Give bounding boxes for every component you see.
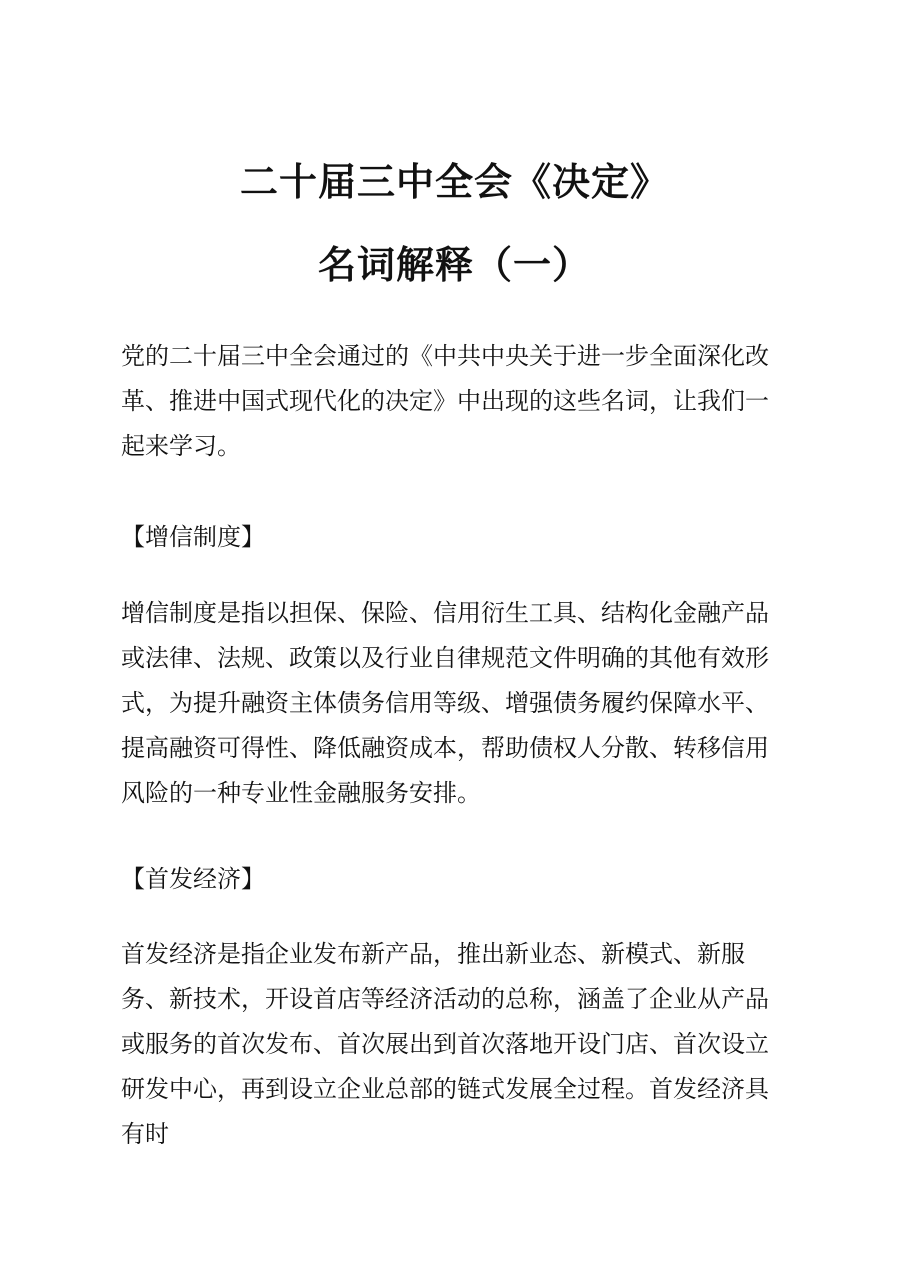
document-title: 二十届三中全会《决定》: [239, 159, 669, 204]
term-definition-credit-enhancement: 增信制度是指以担保、保险、信用衍生工具、结构化金融产品或法律、法规、政策以及行业自律规范文件明确的其他有效形式，为提升融资主体债务信用等级、增强债务履约保障水平、提高融资可得性、降低融资成本，帮助债权人分散、转移信用风险的一种专业性金融服务安排。: [121, 599, 769, 807]
term-definition-debut-economy: 首发经济是指企业发布新产品，推出新业态、新模式、新服务、新技术，开设首店等经济活动的总称，涵盖了企业从产品或服务的首次发布、首次展出到首次落地开设门店、首次设立研发中心，再到设立企业总部的链式发展全过程。首发经济具有时: [121, 940, 769, 1148]
term-heading-debut-economy: 【首发经济】: [121, 865, 265, 893]
intro-paragraph: 党的二十届三中全会通过的《中共中央关于进一步全面深化改革、推进中国式现代化的决定》中出现的这些名词，让我们一起来学习。: [121, 342, 769, 460]
document-subtitle: 名词解释（一）: [317, 242, 591, 287]
term-heading-credit-enhancement: 【增信制度】: [121, 523, 265, 551]
